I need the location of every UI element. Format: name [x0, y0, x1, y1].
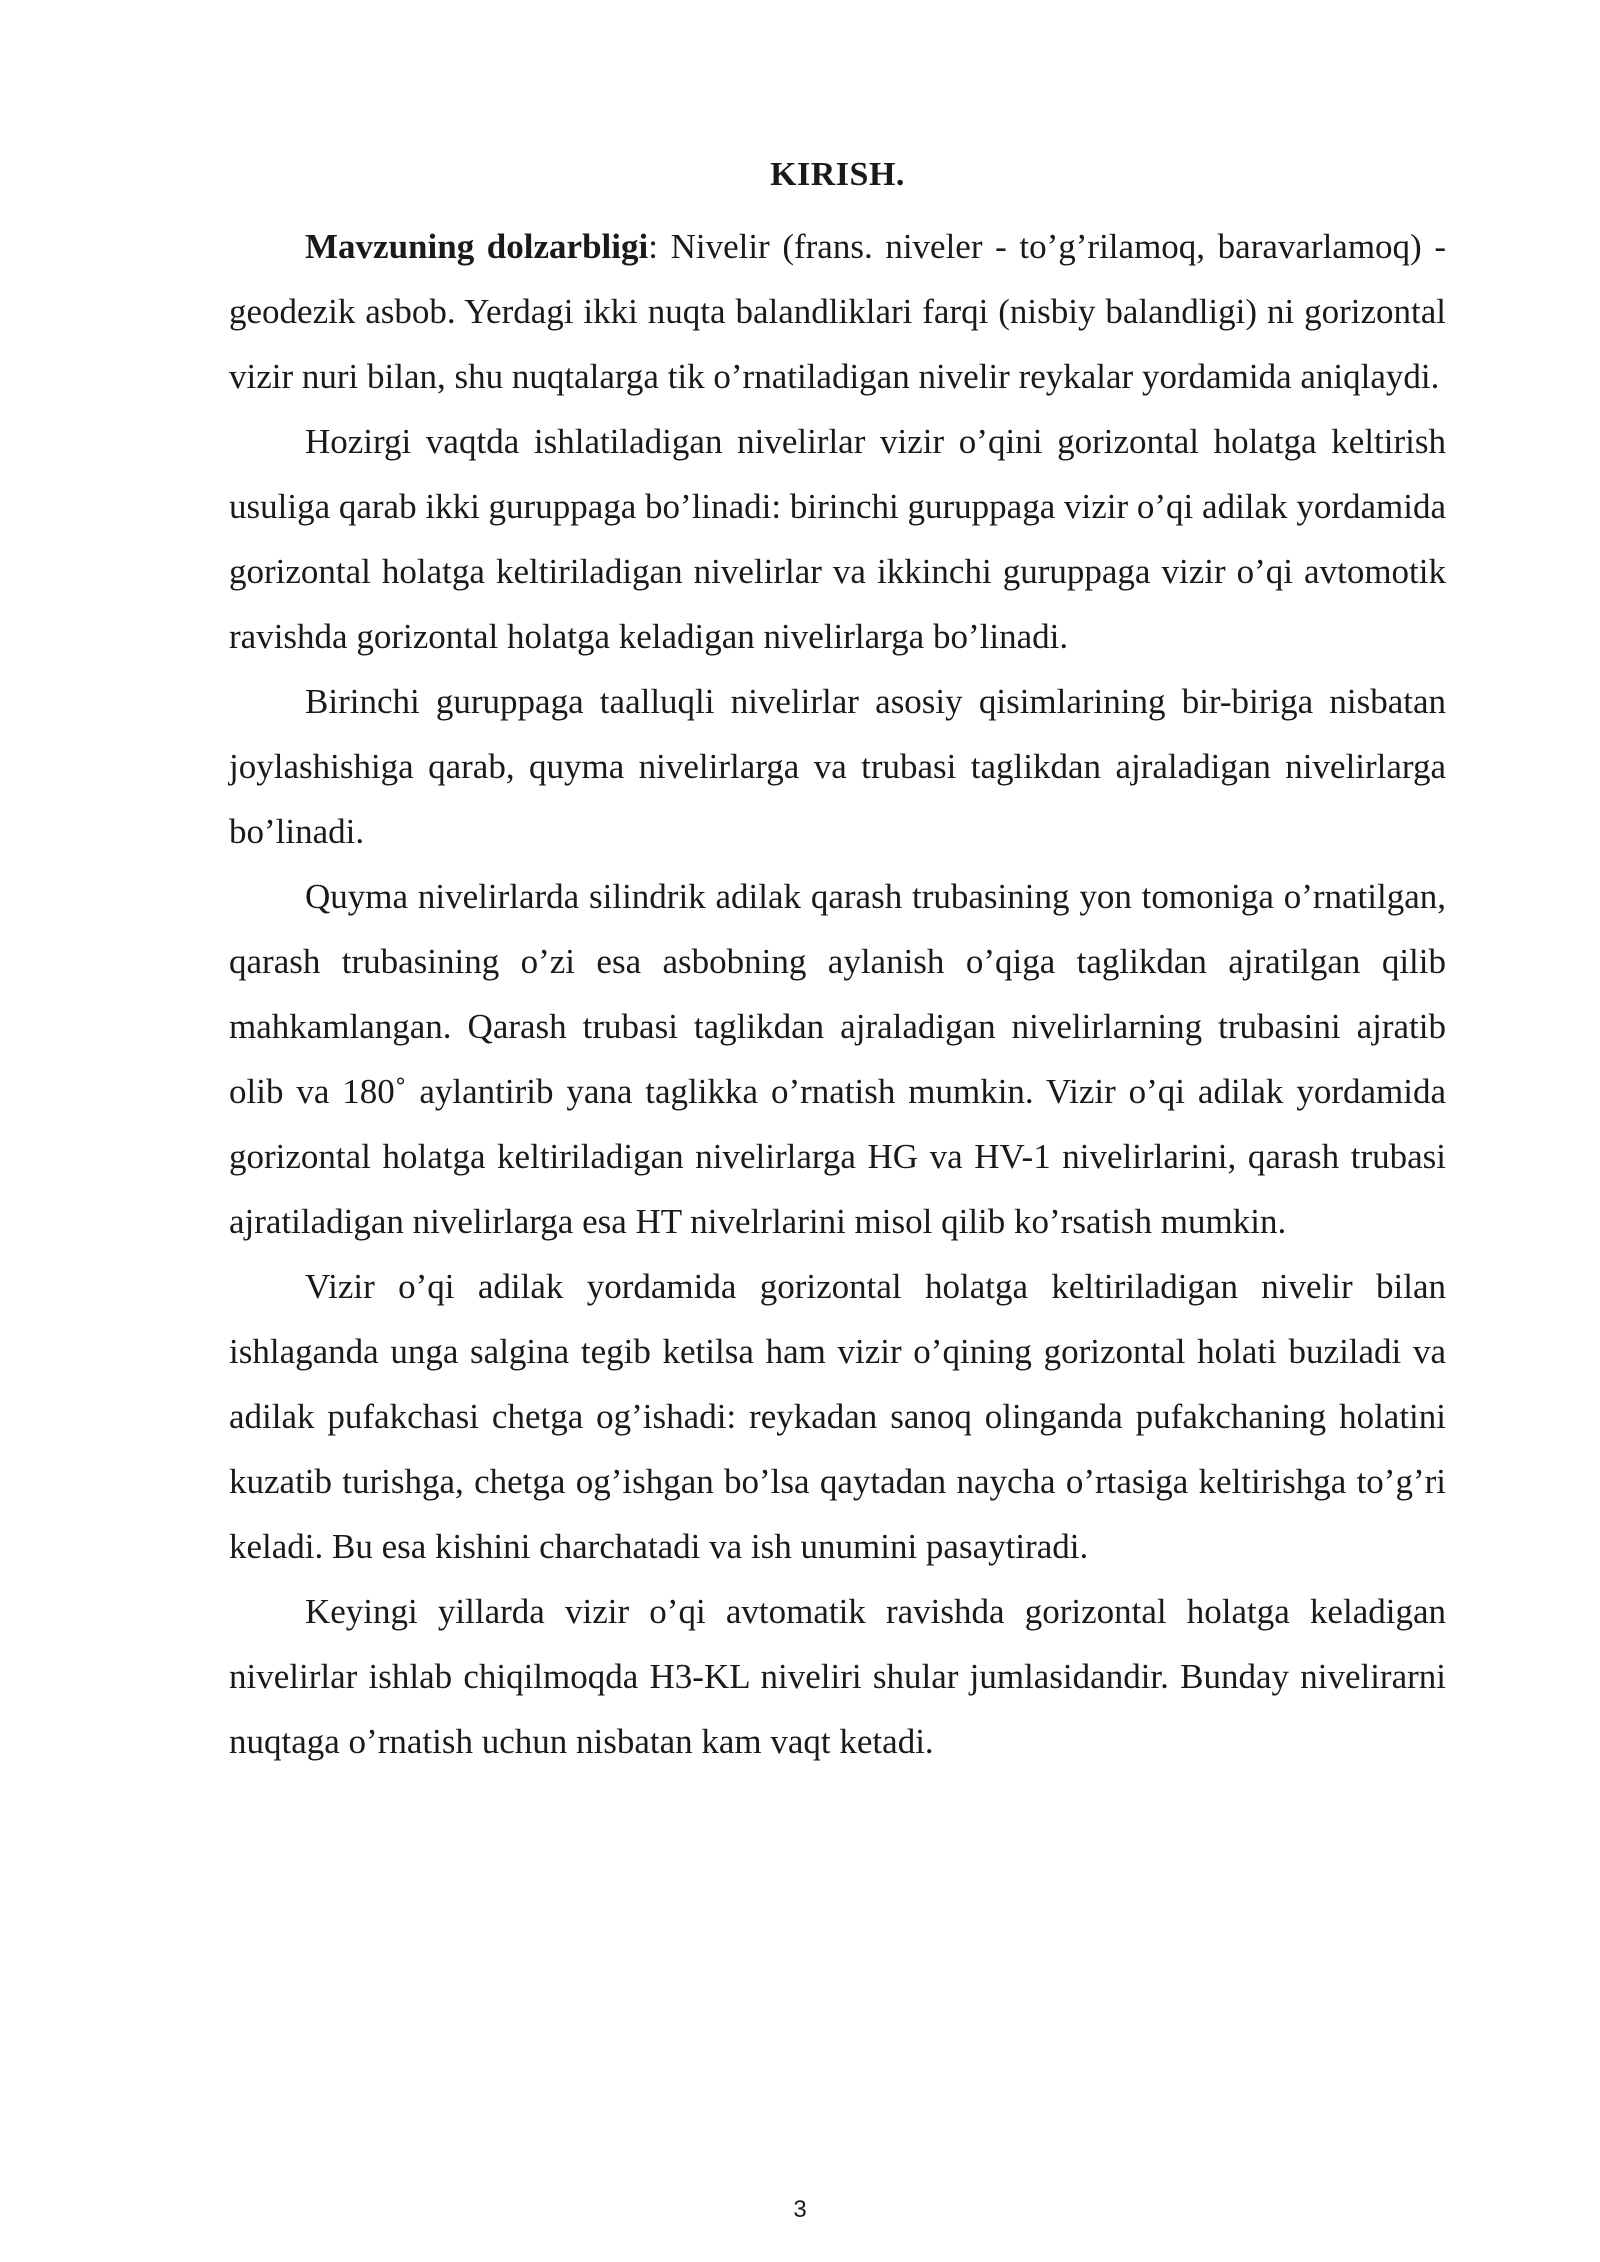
- document-page: [229, 150, 1446, 1774]
- paragraph: Birinchi guruppaga taalluqli nivelirlar asosiy qisimlarining bir-biriga nisbatan joylashishiga qarab, quyma nivelirlarga va trubasi taglikdan ajraladigan nivelirlarga bo’linadi.: [229, 682, 1446, 851]
- page-number: 3: [793, 2196, 807, 2223]
- page-title: KIRISH.: [770, 156, 905, 193]
- paragraph: Hozirgi vaqtda ishlatiladigan nivelirlar vizir o’qini gorizontal holatga keltirish usuliga qarab ikki guruppaga bo’linadi: birinchi guruppaga vizir o’qi adilak yordamida gorizontal holatga keltiriladigan nivelirlar va ikkinchi guruppaga vizir o’qi avtomotik ravishda gorizontal holatga keladigan nivelirlarga bo’linadi.: [229, 422, 1446, 656]
- lead-term-punct: :: [648, 227, 658, 266]
- lead-term: Mavzuning dolzarbligi: [305, 227, 649, 266]
- paragraph: Keyingi yillarda vizir o’qi avtomatik ravishda gorizontal holatga keladigan nivelirlar ishlab chiqilmoqda H3-KL niveliri shular jumlasidandir. Bunday nivelirarni nuqtaga o’rnatish uchun nisbatan kam vaqt ketadi.: [229, 1592, 1446, 1761]
- intro-paragraph: [229, 214, 1446, 409]
- paragraph: Vizir o’qi adilak yordamida gorizontal holatga keltiriladigan nivelir bilan ishlaganda unga salgina tegib ketilsa ham vizir o’qining gorizontal holati buziladi va adilak pufakchasi chetga og’ishadi: reykadan sanoq olinganda pufakchaning holatini kuzatib turishga, chetga og’ishgan bo’lsa qaytadan naycha o’rtasiga keltirishga to’g’ri keladi. Bu esa kishini charchatadi va ish unumini pasaytiradi.: [229, 1267, 1446, 1566]
- intro-text: Nivelir (frans. niveler - to’g’rilamoq, baravarlamoq) - geodezik asbob. Yerdagi ikki nuqta balandliklari farqi (nisbiy balandligi) ni gorizontal vizir nuri bilan, shu nuqtalarga tik o’rnatiladigan nivelir reykalar yordamida aniqlaydi.: [229, 227, 1446, 396]
- paragraph: Quyma nivelirlarda silindrik adilak qarash trubasining yon tomoniga o’rnatilgan, qarash trubasining o’zi esa asbobning aylanish o’qiga taglikdan ajratilgan qilib mahkamlangan. Qarash trubasi taglikdan ajraladigan nivelirlarning trubasini ajratib olib va 180˚ aylantirib yana taglikka o’rnatish mumkin. Vizir o’qi adilak yordamida gorizontal holatga keltiriladigan nivelirlarga HG va HV-1 nivelirlarini, qarash trubasi ajratiladigan nivelirlarga esa HT nivelrlarini misol qilib ko’rsatish mumkin.: [229, 877, 1446, 1241]
